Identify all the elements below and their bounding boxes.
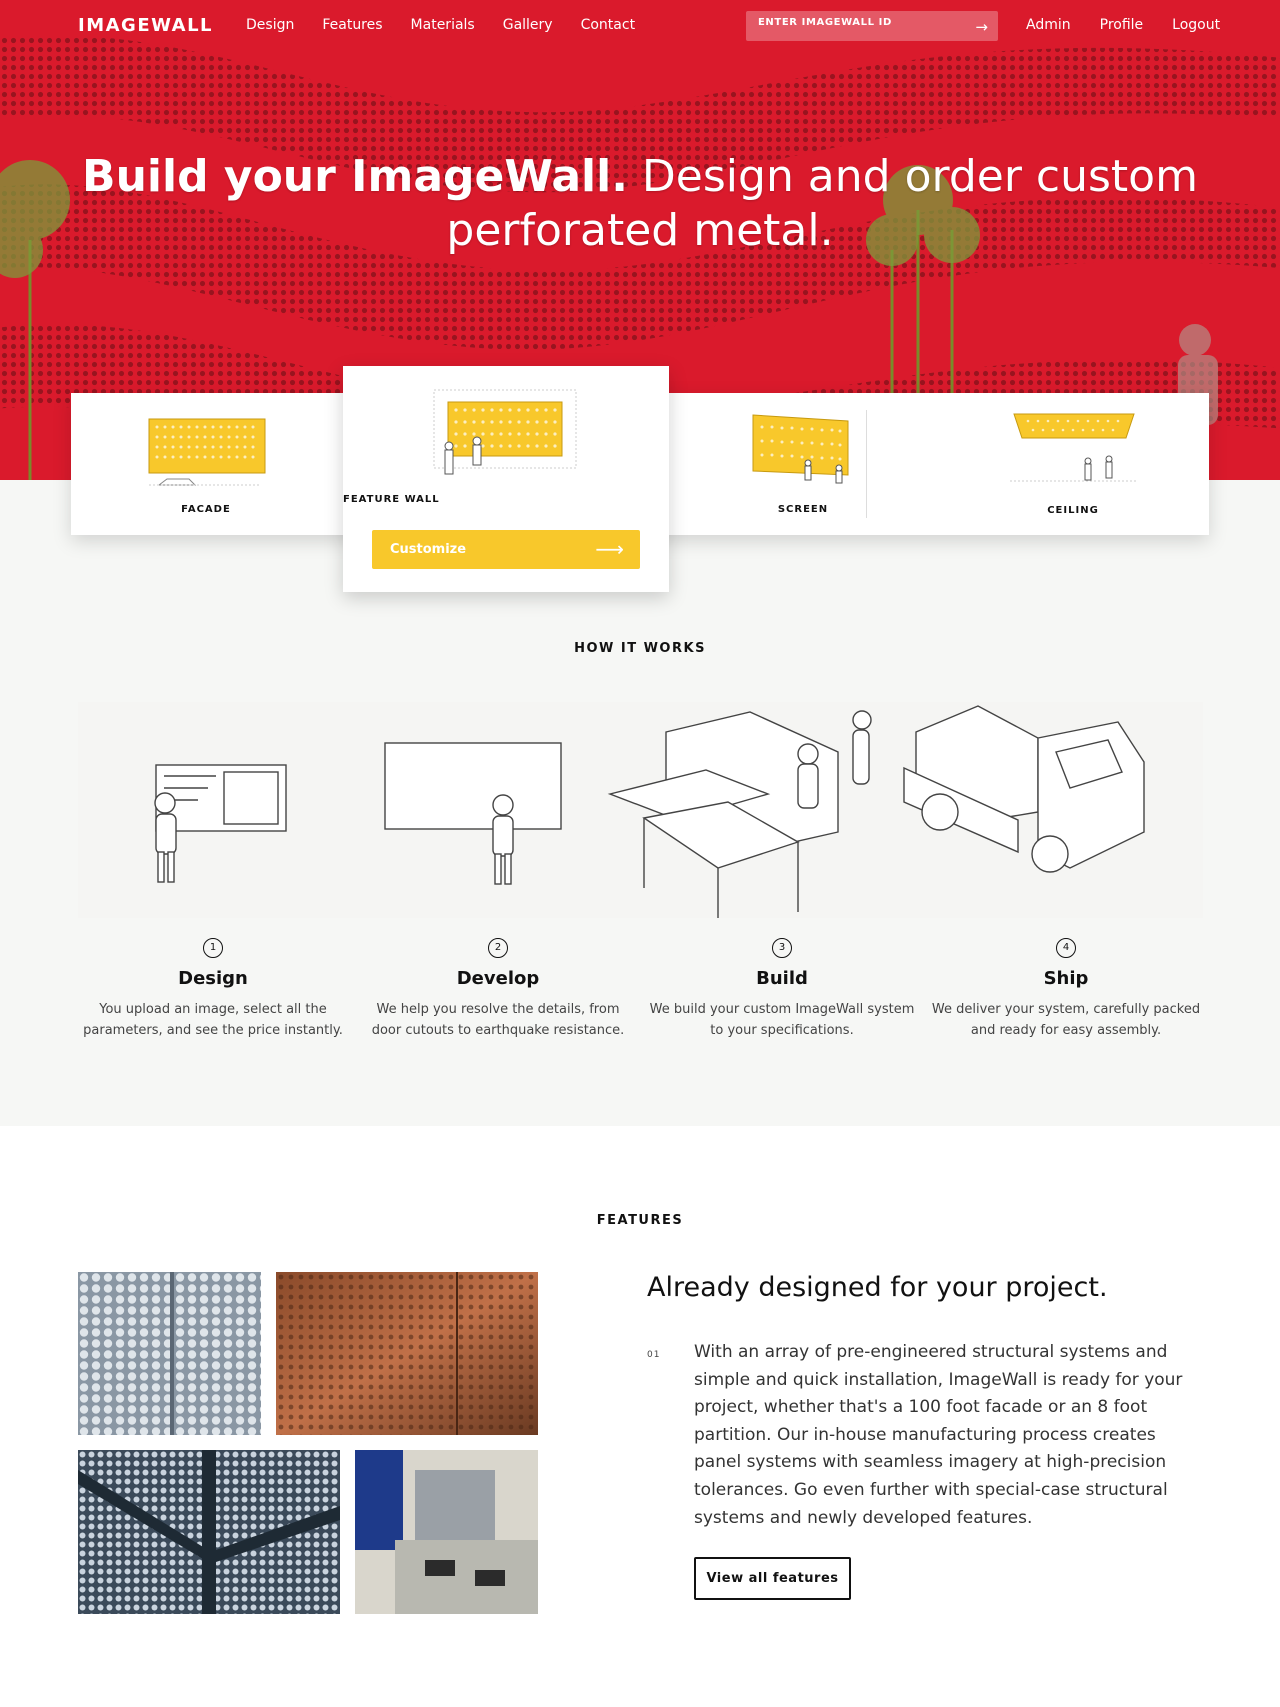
hero-title [0, 150, 1280, 258]
type-label-facade: FACADE [181, 504, 231, 515]
nav-link-gallery[interactable]: Gallery [502, 17, 553, 33]
features-description: With an array of pre-engineered structural systems and simple and quick installation, ImageWall is ready for your project, whether that's a 100 foot facade or an 8 foot partition. Our in-house manufacturing process creates panel systems with seamless imagery at high-precision tolerances. Go even further with special-case structural systems and newly developed features. [694, 1342, 1183, 1528]
how-it-works-heading: HOW IT WORKS [574, 641, 706, 656]
feature-wall-illustration [343, 366, 669, 506]
process-illustration [78, 702, 1203, 918]
nav-link-features[interactable]: Features [322, 17, 383, 33]
step-develop [363, 935, 633, 1041]
feature-photo-manufacturing-machine [355, 1450, 538, 1614]
step-number: 2 [488, 938, 508, 958]
top-nav [0, 0, 1280, 52]
nav-link-logout[interactable]: Logout [1172, 17, 1221, 33]
step-title: Build [756, 968, 808, 989]
step-design [78, 935, 348, 1041]
nav-links [246, 17, 663, 33]
view-all-features-button[interactable] [694, 1557, 851, 1600]
step-number: 1 [203, 938, 223, 958]
nav-link-contact[interactable]: Contact [580, 17, 636, 33]
nav-link-profile[interactable]: Profile [1099, 17, 1144, 33]
feature-photo-steel-structure [78, 1450, 340, 1614]
arrow-right-icon[interactable]: → [975, 18, 988, 36]
step-title: Develop [456, 968, 540, 989]
step-title: Ship [1043, 968, 1089, 989]
feature-number: 01 [647, 1350, 661, 1360]
arrow-right-icon: ⟶ [595, 537, 624, 561]
type-label-ceiling: CEILING [1047, 505, 1099, 516]
customize-label: Customize [390, 542, 467, 557]
imagewall-id-input[interactable] [758, 17, 958, 28]
feature-photo-copper-panel [276, 1272, 538, 1435]
nav-link-materials[interactable]: Materials [410, 17, 475, 33]
step-description: We help you resolve the details, from door cutouts to earthquake resistance. [371, 1002, 625, 1038]
nav-link-design[interactable]: Design [246, 17, 295, 33]
feature-photo-silver-perforated [78, 1272, 261, 1435]
customize-button[interactable] [372, 530, 640, 569]
hero-title-bold: Build your ImageWall. [82, 151, 628, 202]
features-title: Already designed for your project. [647, 1272, 1108, 1303]
type-card-screen[interactable] [668, 393, 938, 535]
step-number: 4 [1056, 938, 1076, 958]
type-label-feature-wall: FEATURE WALL [343, 494, 440, 505]
step-number: 3 [772, 938, 792, 958]
hero-title-rest: Design and order custom perforated metal. [446, 151, 1198, 256]
view-all-features-label: View all features [706, 1571, 839, 1586]
step-build [647, 935, 917, 1041]
features-heading: FEATURES [596, 1213, 684, 1228]
step-ship [931, 935, 1201, 1041]
type-card-facade[interactable] [71, 393, 341, 535]
step-description: We build your custom ImageWall system to your specifications. [649, 1002, 915, 1038]
type-card-ceiling[interactable] [938, 393, 1208, 535]
account-links [1026, 17, 1249, 33]
card-divider [866, 410, 867, 518]
nav-link-admin[interactable]: Admin [1026, 17, 1071, 33]
step-description: You upload an image, select all the parameters, and see the price instantly. [83, 1002, 343, 1038]
logo[interactable]: IMAGEWALL [78, 15, 214, 36]
step-description: We deliver your system, carefully packed and ready for easy assembly. [931, 1002, 1201, 1038]
how-it-works-illustration [78, 702, 1203, 918]
step-title: Design [178, 968, 248, 989]
type-label-screen: SCREEN [777, 504, 829, 515]
imagewall-id-search [746, 11, 998, 41]
type-card-feature-wall[interactable] [343, 366, 669, 592]
